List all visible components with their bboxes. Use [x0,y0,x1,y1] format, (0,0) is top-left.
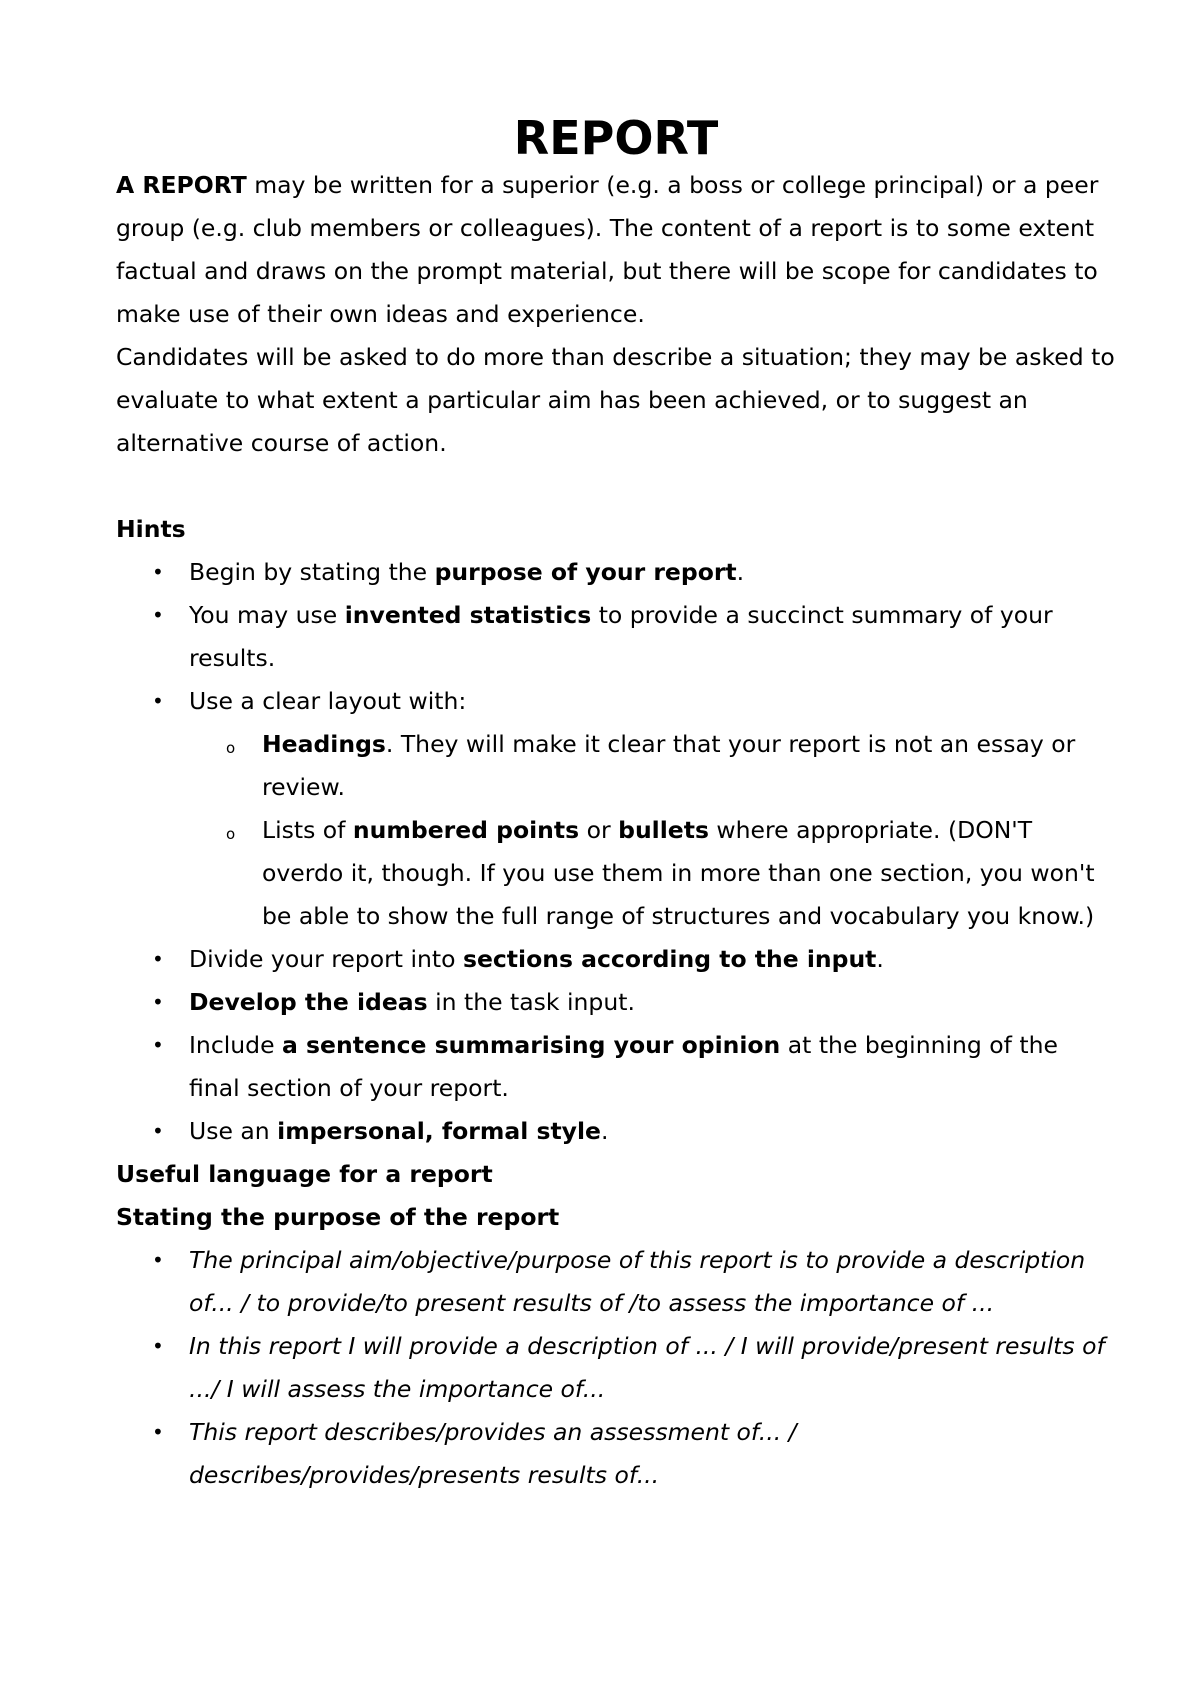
bold-text: Develop the ideas [189,988,428,1016]
spacer [116,465,1116,508]
list-item [116,680,1116,938]
hints-heading: Hints [116,515,186,543]
bold-text: purpose of your report [434,558,737,586]
text: to provide a succinct summary of your results. [189,601,1053,672]
text: Use an [189,1117,278,1145]
text: Divide your report into [189,945,463,973]
intro-lead: A REPORT [116,171,247,199]
bold-text: numbered points [352,816,580,844]
bold-text: invented statistics [344,601,592,629]
text: . They will make it clear that your report is not an essay or review. [262,730,1076,801]
intro-paragraph [116,164,1116,336]
hints-list [116,551,1116,1153]
text: or [579,816,619,844]
bold-text: bullets [618,816,709,844]
text: at the beginning of the final section of your report. [189,1031,1058,1102]
list-item [116,1024,1116,1110]
bold-text: impersonal, formal style [277,1117,601,1145]
purpose-subheading: Stating the purpose of the report [116,1203,560,1231]
text: Begin by stating the [189,558,435,586]
text: . [736,558,745,586]
intro-paragraph-2: Candidates will be asked to do more than describe a situation; they may be asked to evaluate to what extent a particular aim has been achieved, or to suggest an alternative course of action. [116,343,1115,457]
phrases-list [116,1239,1116,1497]
phrase-item: • This report describes/provides an assessment of... / describes/provides/presents results of... [116,1411,1116,1497]
list-item [116,594,1116,680]
page-title: REPORT [513,111,719,165]
text: . [876,945,884,973]
list-item [116,981,1116,1024]
sub-list-item [116,809,1116,938]
text: . [601,1117,609,1145]
text: Include [189,1031,283,1059]
useful-language-heading: Useful language for a report [116,1160,493,1188]
text: Lists of [262,816,353,844]
text: You may use [189,601,345,629]
list-item [116,938,1116,981]
sub-list [189,723,1116,938]
text: in the task input. [427,988,635,1016]
text: where appropriate. (DON'T overdo it, though. If you use them in more than one section, you won't be able to show the full range of structures and vocabulary you know.) [262,816,1095,930]
phrase-item: • The principal aim/objective/purpose of this report is to provide a description of... / to provide/to present results of /to assess the importance of ... [116,1239,1116,1325]
phrase-item: • In this report I will provide a description of ... / I will provide/present results of .../ I will assess the importance of... [116,1325,1116,1411]
intro-text: may be written for a superior (e.g. a boss or college principal) or a peer group (e.g. club members or colleagues). The content of a report is to some extent factual and draws on the prompt material, but there will be scope for candidates to make use of their own ideas and experience. [116,171,1099,328]
bold-text: sections according to the input [462,945,877,973]
document-body [116,112,1116,1497]
bold-text: a sentence summarising your opinion [282,1031,781,1059]
list-item [116,551,1116,594]
bold-text: Headings [262,730,386,758]
sub-list-item [116,723,1116,809]
text: Use a clear layout with: [189,687,467,715]
list-item [116,1110,1116,1153]
